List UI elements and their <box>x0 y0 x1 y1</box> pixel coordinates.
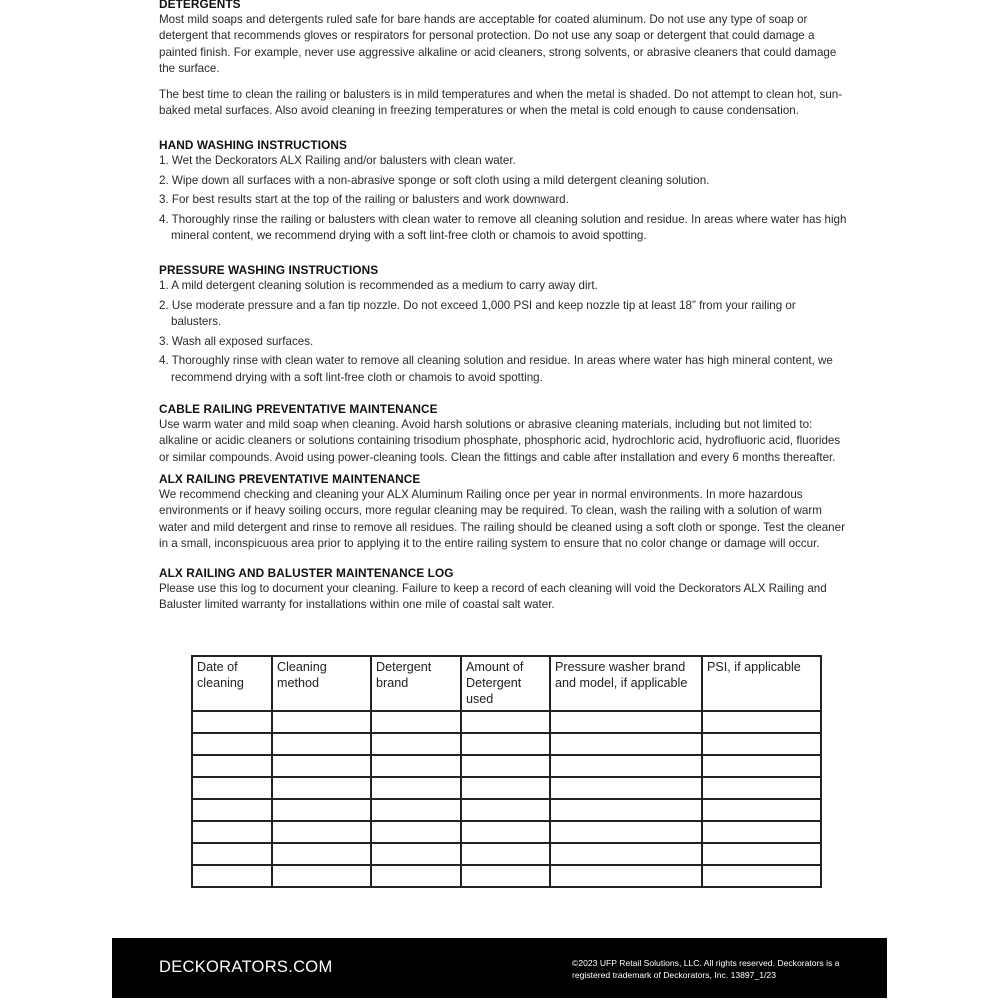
log-entry-cell[interactable] <box>461 777 550 799</box>
log-entry-cell[interactable] <box>550 799 702 821</box>
log-entry-cell[interactable] <box>550 821 702 843</box>
log-entry-cell[interactable] <box>371 821 461 843</box>
log-entry-cell[interactable] <box>192 843 272 865</box>
log-entry-cell[interactable] <box>550 865 702 887</box>
log-entry-cell[interactable] <box>461 755 550 777</box>
column-header-date: Date of cleaning <box>192 656 272 711</box>
log-entry-cell[interactable] <box>192 777 272 799</box>
table-row <box>192 843 821 865</box>
log-entry-cell[interactable] <box>550 711 702 733</box>
log-entry-cell[interactable] <box>371 843 461 865</box>
log-entry-cell[interactable] <box>702 821 821 843</box>
log-entry-cell[interactable] <box>461 711 550 733</box>
maintenance-log-table <box>191 655 822 888</box>
list-item: 2. Wipe down all surfaces with a non-abrasive sponge or soft cloth using a mild detergent cleaning solution. <box>159 173 710 187</box>
log-entry-cell[interactable] <box>272 799 371 821</box>
column-header-pressure-washer: Pressure washer brand and model, if applicable <box>550 656 702 711</box>
section-maintenance-log <box>159 565 849 614</box>
log-entry-cell[interactable] <box>192 799 272 821</box>
section-heading: ALX RAILING PREVENTATIVE MAINTENANCE <box>159 471 421 486</box>
log-entry-cell[interactable] <box>371 733 461 755</box>
column-header-method: Cleaning method <box>272 656 371 711</box>
log-entry-cell[interactable] <box>702 733 821 755</box>
log-entry-cell[interactable] <box>272 777 371 799</box>
table-body <box>192 711 821 887</box>
paragraph: The best time to clean the railing or balusters is in mild temperatures and when the metal is shaded. Do not attempt to clean hot, sun-baked metal surfaces. Also avoid cleaning in freezing temperatures or when the metal is cold enough to cause condensation. <box>159 88 843 118</box>
log-entry-cell[interactable] <box>192 821 272 843</box>
log-entry-cell[interactable] <box>371 865 461 887</box>
column-header-detergent-brand: Detergent brand <box>371 656 461 711</box>
log-entry-cell[interactable] <box>371 777 461 799</box>
list-item: 2. Use moderate pressure and a fan tip nozzle. Do not exceed 1,000 PSI and keep nozzle tip at least 18” from your railing or balusters. <box>159 298 796 328</box>
section-detergents <box>159 0 849 120</box>
list-item: 3. For best results start at the top of the railing or balusters and work downward. <box>159 193 569 207</box>
log-entry-cell[interactable] <box>550 755 702 777</box>
log-entry-cell[interactable] <box>550 733 702 755</box>
log-entry-cell[interactable] <box>272 755 371 777</box>
log-entry-cell[interactable] <box>192 733 272 755</box>
log-entry-cell[interactable] <box>702 843 821 865</box>
log-entry-cell[interactable] <box>371 711 461 733</box>
table-row <box>192 777 821 799</box>
log-entry-cell[interactable] <box>461 733 550 755</box>
paragraph: We recommend checking and cleaning your ALX Aluminum Railing once per year in normal environments. In more hazardous environments or if heavy soiling occurs, more regular cleaning may be required. To clean, wash the railing with a solution of warm water and mild detergent and rinse to remove all residues. The railing should be cleaned using a soft cloth or sponge. Test the cleaner in a small, inconspicuous area prior to applying it to the entire railing system to ensure that no color change or damage will occur. <box>159 487 845 550</box>
log-entry-cell[interactable] <box>371 755 461 777</box>
copyright-notice: ©2023 UFP Retail Solutions, LLC. All rights reserved. Deckorators is a registered trademark of Deckorators, Inc. 13897_1/23 <box>572 958 840 980</box>
log-entry-cell[interactable] <box>702 777 821 799</box>
list-item: 4. Thoroughly rinse the railing or balusters with clean water to remove all cleaning solution and residue. In areas where water has high mineral content, we recommend drying with a soft lint-free cloth or chamois to avoid spotting. <box>159 213 847 243</box>
log-entry-cell[interactable] <box>192 865 272 887</box>
website-link[interactable]: DECKORATORS.COM <box>159 958 333 976</box>
section-alx-railing <box>159 471 849 552</box>
section-heading: CABLE RAILING PREVENTATIVE MAINTENANCE <box>159 402 438 417</box>
table-row <box>192 755 821 777</box>
log-entry-cell[interactable] <box>192 711 272 733</box>
document-body <box>159 0 849 614</box>
column-header-detergent-amount: Amount of Detergent used <box>461 656 550 711</box>
log-entry-cell[interactable] <box>272 821 371 843</box>
column-header-psi: PSI, if applicable <box>702 656 821 711</box>
log-entry-cell[interactable] <box>272 843 371 865</box>
log-entry-cell[interactable] <box>272 711 371 733</box>
section-heading: ALX RAILING AND BALUSTER MAINTENANCE LOG <box>159 566 454 581</box>
table-header-row <box>192 656 821 711</box>
log-entry-cell[interactable] <box>702 711 821 733</box>
log-entry-cell[interactable] <box>461 865 550 887</box>
section-heading: PRESSURE WASHING INSTRUCTIONS <box>159 262 379 277</box>
steps-list <box>159 153 849 245</box>
steps-list <box>159 278 849 386</box>
table-row <box>192 865 821 887</box>
list-item: 1. A mild detergent cleaning solution is recommended as a medium to carry away dirt. <box>159 278 598 292</box>
log-entry-cell[interactable] <box>461 799 550 821</box>
log-entry-cell[interactable] <box>702 865 821 887</box>
paragraph: Please use this log to document your cleaning. Failure to keep a record of each cleaning will void the Deckorators ALX Railing and Baluster limited warranty for installations within one mile of coastal salt water. <box>159 582 827 612</box>
list-item: 1. Wet the Deckorators ALX Railing and/or balusters with clean water. <box>159 153 516 167</box>
log-entry-cell[interactable] <box>702 755 821 777</box>
paragraph: Use warm water and mild soap when cleaning. Avoid harsh solutions or abrasive cleaning materials, including but not limited to: alkaline or acidic cleaners or solutions containing trisodium phosphate, phosphoric acid, hydrochloric acid, hydrofluoric acid, fluorides or similar compounds. Avoid using power-cleaning tools. Clean the fittings and cable after installation and every 6 months thereafter. <box>159 418 841 464</box>
log-entry-cell[interactable] <box>272 865 371 887</box>
table-row <box>192 733 821 755</box>
table-row <box>192 821 821 843</box>
section-heading: DETERGENTS <box>159 0 241 11</box>
table-row <box>192 799 821 821</box>
table-row <box>192 711 821 733</box>
section-cable-railing <box>159 401 849 466</box>
log-entry-cell[interactable] <box>192 755 272 777</box>
log-entry-cell[interactable] <box>461 821 550 843</box>
list-item: 3. Wash all exposed surfaces. <box>159 334 314 348</box>
log-entry-cell[interactable] <box>371 799 461 821</box>
log-entry-cell[interactable] <box>702 799 821 821</box>
log-entry-cell[interactable] <box>550 777 702 799</box>
section-pressure-washing <box>159 262 849 386</box>
section-heading: HAND WASHING INSTRUCTIONS <box>159 137 347 152</box>
list-item: 4. Thoroughly rinse with clean water to remove all cleaning solution and residue. In areas where water has high mineral content, we recommend drying with a soft lint-free cloth or chamois to avoid spotting. <box>159 354 833 384</box>
log-entry-cell[interactable] <box>272 733 371 755</box>
footer-band <box>112 938 887 998</box>
log-entry-cell[interactable] <box>550 843 702 865</box>
log-entry-cell[interactable] <box>461 843 550 865</box>
paragraph: Most mild soaps and detergents ruled safe for bare hands are acceptable for coated aluminum. Do not use any type of soap or detergent that recommends gloves or respirators for personal protection. Do not use any soap or detergent that could damage a painted finish. For example, never use aggressive alkaline or acid cleaners, strong solvents, or abrasive cleaners that could damage the surface. <box>159 13 837 75</box>
section-hand-washing <box>159 137 849 245</box>
